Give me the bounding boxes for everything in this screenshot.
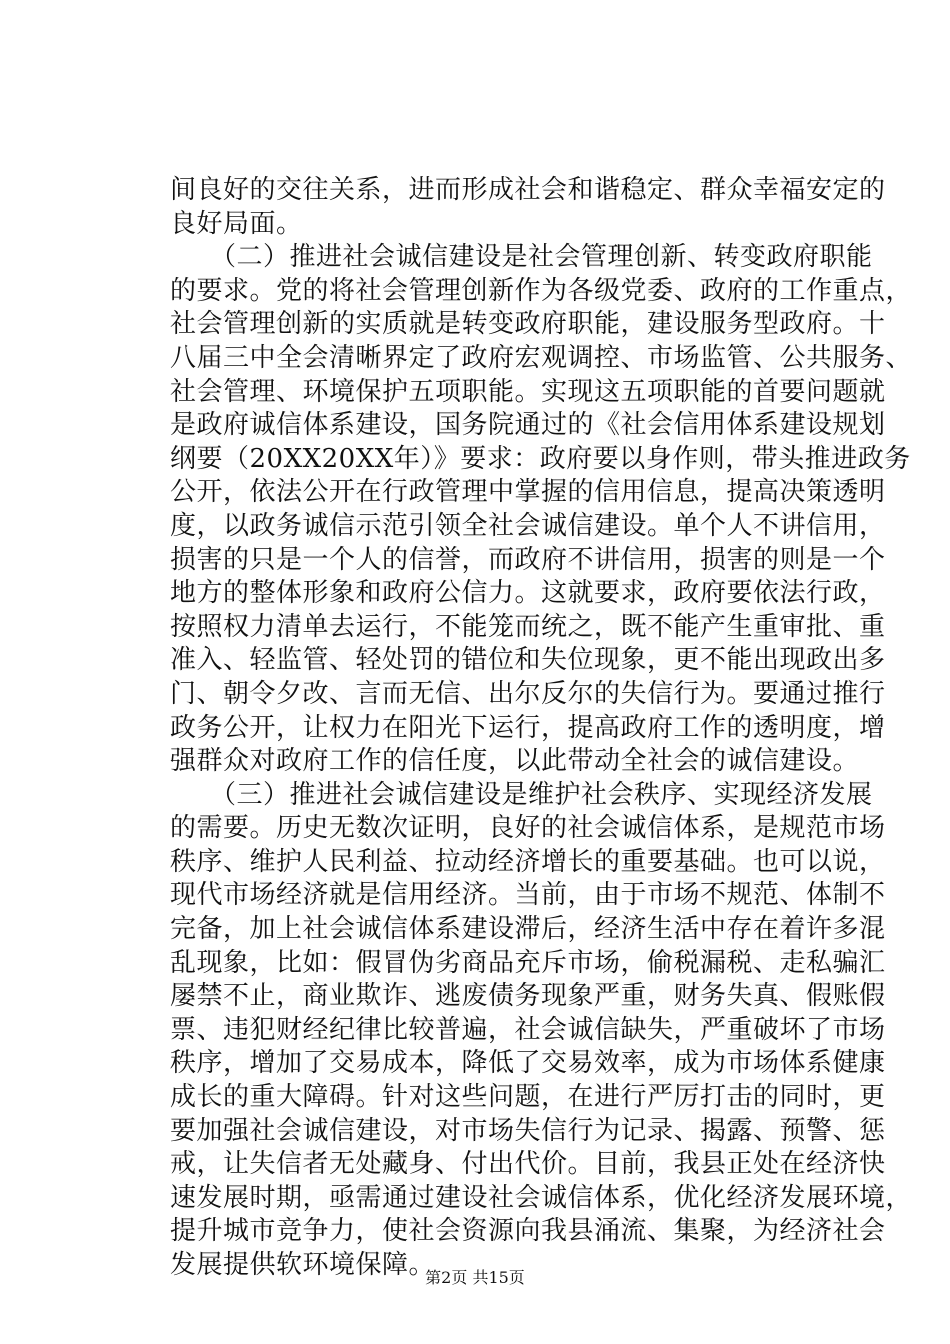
text-line: 秩序，增加了交易成本，降低了交易效率，成为市场体系健康 bbox=[170, 1048, 886, 1079]
text-line: 社会管理、环境保护五项职能。实现这五项职能的首要问题就 bbox=[170, 376, 886, 407]
text-line: 按照权力清单去运行，不能笼而统之，既不能产生重审批、重 bbox=[170, 611, 886, 642]
text-line: 速发展时期，亟需通过建设社会诚信体系，优化经济发展环境， bbox=[170, 1182, 913, 1213]
text-line: 屡禁不止，商业欺诈、逃废债务现象严重，财务失真、假账假 bbox=[170, 981, 886, 1012]
text-line: 乱现象，比如：假冒伪劣商品充斥市场，偷税漏税、走私骗汇 bbox=[170, 947, 886, 978]
text-line: 强群众对政府工作的信任度，以此带动全社会的诚信建设。 bbox=[170, 746, 860, 777]
page-footer bbox=[0, 1268, 950, 1288]
text-line: 良好局面。 bbox=[170, 208, 303, 239]
text-line: （二）推进社会诚信建设是社会管理创新、转变政府职能 bbox=[170, 242, 873, 273]
text-line: 的需要。历史无数次证明，良好的社会诚信体系，是规范市场 bbox=[170, 813, 886, 844]
document-body bbox=[170, 174, 913, 1283]
text-line: 发展提供软环境保障。 bbox=[170, 1250, 436, 1280]
text-line: 秩序、维护人民利益、拉动经济增长的重要基础。也可以说， bbox=[170, 846, 886, 877]
text-line: 政务公开，让权力在阳光下运行，提高政府工作的透明度，增 bbox=[170, 712, 886, 743]
text-line: 戒，让失信者无处藏身、付出代价。目前，我县正处在经济快 bbox=[170, 1149, 886, 1180]
text-line: 地方的整体形象和政府公信力。这就要求，政府要依法行政， bbox=[170, 578, 886, 609]
page-number-label: 第2页 共15页 bbox=[425, 1268, 525, 1287]
text-line: 是政府诚信体系建设，国务院通过的《社会信用体系建设规划 bbox=[170, 410, 886, 441]
text-line: 成长的重大障碍。针对这些问题，在进行严厉打击的同时，更 bbox=[170, 1082, 886, 1113]
text-line: 要加强社会诚信建设，对市场失信行为记录、揭露、预警、惩 bbox=[170, 1115, 886, 1146]
text-line: 提升城市竞争力，使社会资源向我县涌流、集聚，为经济社会 bbox=[170, 1216, 886, 1247]
text-line: 度，以政务诚信示范引领全社会诚信建设。单个人不讲信用， bbox=[170, 510, 886, 541]
text-line: 公开，依法公开在行政管理中掌握的信用信息，提高决策透明 bbox=[170, 477, 886, 508]
text-line: 准入、轻监管、轻处罚的错位和失位现象，更不能出现政出多 bbox=[170, 645, 886, 676]
text-line: 票、违犯财经纪律比较普遍，社会诚信缺失，严重破坏了市场 bbox=[170, 1014, 886, 1045]
text-line: 的要求。党的将社会管理创新作为各级党委、政府的工作重点， bbox=[170, 275, 913, 306]
text-line: 社会管理创新的实质就是转变政府职能，建设服务型政府。十 bbox=[170, 309, 886, 340]
text-line: 损害的只是一个人的信誉，而政府不讲信用，损害的则是一个 bbox=[170, 544, 886, 575]
text-line: 门、朝令夕改、言而无信、出尔反尔的失信行为。要通过推行 bbox=[170, 678, 886, 709]
text-line: 现代市场经济就是信用经济。当前，由于市场不规范、体制不 bbox=[170, 880, 886, 911]
text-line: （三）推进社会诚信建设是维护社会秩序、实现经济发展 bbox=[170, 779, 873, 810]
text-line: 纲要（20XX20XX年）》要求：政府要以身作则，带头推进政务 bbox=[170, 443, 911, 474]
text-line: 八届三中全会清晰界定了政府宏观调控、市场监管、公共服务、 bbox=[170, 342, 913, 373]
text-line: 完备，加上社会诚信体系建设滞后，经济生活中存在着许多混 bbox=[170, 914, 886, 945]
text-line: 间良好的交往关系，进而形成社会和谐稳定、群众幸福安定的 bbox=[170, 175, 886, 205]
